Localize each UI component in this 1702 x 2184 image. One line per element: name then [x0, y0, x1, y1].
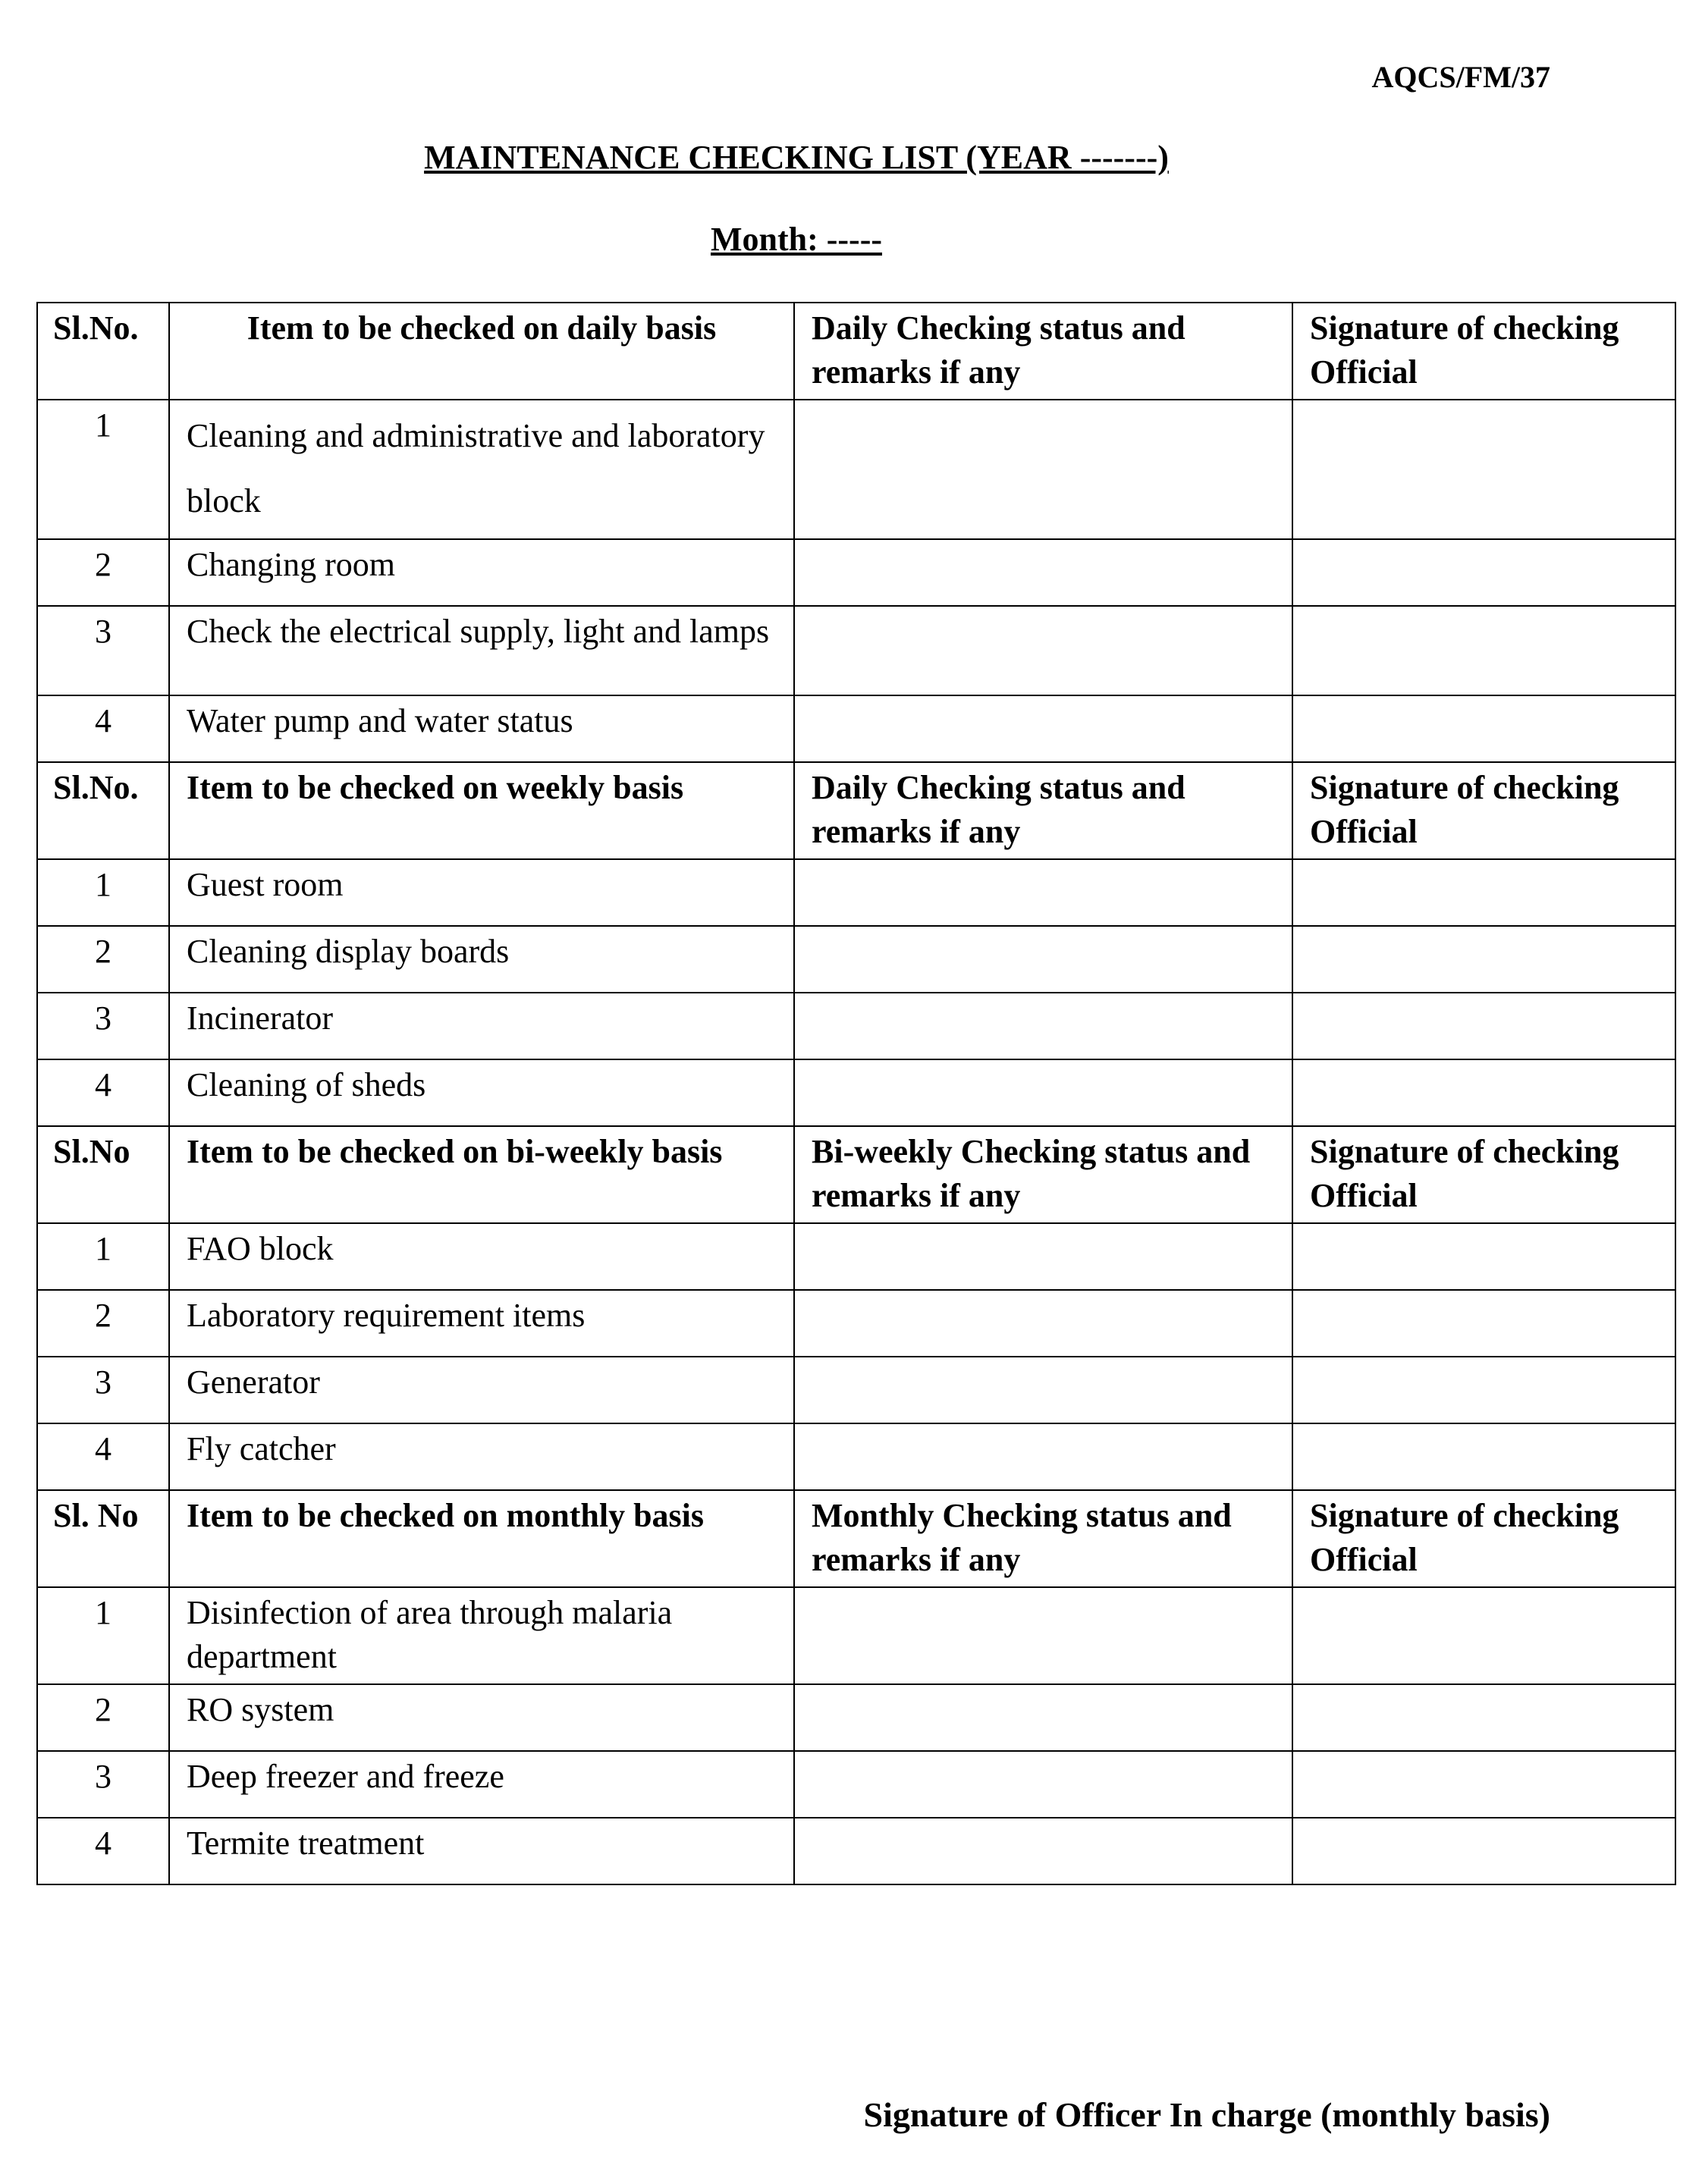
month-label: Month: ----- [710, 221, 883, 258]
month-line [0, 220, 1593, 259]
signature-cell[interactable] [1292, 400, 1675, 539]
table-row [37, 1290, 1675, 1357]
status-cell[interactable] [794, 1423, 1292, 1490]
table-row [37, 1357, 1675, 1423]
page-title [0, 138, 1593, 177]
signature-cell[interactable] [1292, 1751, 1675, 1818]
status-cell[interactable] [794, 859, 1292, 926]
column-header-item: Item to be checked on weekly basis [169, 762, 794, 859]
table-row [37, 695, 1675, 762]
row-item: Disinfection of area through malaria department [169, 1587, 794, 1684]
signature-cell[interactable] [1292, 1059, 1675, 1126]
status-cell[interactable] [794, 993, 1292, 1059]
column-header-signature: Signature of checking Official [1292, 762, 1675, 859]
row-item: RO system [169, 1684, 794, 1751]
page-title-text: MAINTENANCE CHECKING LIST (YEAR -------) [424, 139, 1169, 176]
table-row [37, 1059, 1675, 1126]
row-sl-no: 3 [37, 1751, 169, 1818]
row-item: Cleaning and administrative and laboratory block [169, 400, 794, 539]
row-item: Water pump and water status [169, 695, 794, 762]
section-header-weekly [37, 762, 1675, 859]
row-item: Cleaning of sheds [169, 1059, 794, 1126]
section-header-daily [37, 303, 1675, 400]
row-item: Deep freezer and freeze [169, 1751, 794, 1818]
status-cell[interactable] [794, 1059, 1292, 1126]
signature-cell[interactable] [1292, 1818, 1675, 1884]
signature-cell[interactable] [1292, 539, 1675, 606]
status-cell[interactable] [794, 1684, 1292, 1751]
table-row [37, 1751, 1675, 1818]
signature-cell[interactable] [1292, 926, 1675, 993]
signature-cell[interactable] [1292, 606, 1675, 695]
signature-cell[interactable] [1292, 695, 1675, 762]
status-cell[interactable] [794, 400, 1292, 539]
row-sl-no: 1 [37, 400, 169, 539]
column-header-status: Daily Checking status and remarks if any [794, 762, 1292, 859]
section-header-monthly [37, 1490, 1675, 1587]
row-sl-no: 4 [37, 695, 169, 762]
row-item: Termite treatment [169, 1818, 794, 1884]
row-sl-no: 3 [37, 1357, 169, 1423]
column-header-sl-no: Sl. No [37, 1490, 169, 1587]
table-row [37, 606, 1675, 695]
column-header-signature: Signature of checking Official [1292, 1126, 1675, 1223]
status-cell[interactable] [794, 926, 1292, 993]
form-code: AQCS/FM/37 [1371, 60, 1550, 94]
row-item: FAO block [169, 1223, 794, 1290]
row-item: Check the electrical supply, light and lamps [169, 606, 794, 695]
table-row [37, 993, 1675, 1059]
signature-cell[interactable] [1292, 1587, 1675, 1684]
column-header-sl-no: Sl.No. [37, 762, 169, 859]
table-row [37, 1587, 1675, 1684]
table-row [37, 926, 1675, 993]
status-cell[interactable] [794, 539, 1292, 606]
row-sl-no: 2 [37, 1684, 169, 1751]
row-sl-no: 2 [37, 1290, 169, 1357]
table-row [37, 539, 1675, 606]
signature-cell[interactable] [1292, 1290, 1675, 1357]
row-sl-no: 2 [37, 926, 169, 993]
status-cell[interactable] [794, 695, 1292, 762]
column-header-signature: Signature of checking Official [1292, 303, 1675, 400]
signature-cell[interactable] [1292, 1684, 1675, 1751]
status-cell[interactable] [794, 606, 1292, 695]
column-header-item: Item to be checked on bi-weekly basis [169, 1126, 794, 1223]
column-header-item: Item to be checked on daily basis [169, 303, 794, 400]
column-header-status: Daily Checking status and remarks if any [794, 303, 1292, 400]
column-header-signature: Signature of checking Official [1292, 1490, 1675, 1587]
status-cell[interactable] [794, 1751, 1292, 1818]
row-item: Changing room [169, 539, 794, 606]
column-header-item: Item to be checked on monthly basis [169, 1490, 794, 1587]
row-item: Guest room [169, 859, 794, 926]
row-sl-no: 4 [37, 1818, 169, 1884]
signature-cell[interactable] [1292, 993, 1675, 1059]
signature-cell[interactable] [1292, 1357, 1675, 1423]
row-item: Fly catcher [169, 1423, 794, 1490]
status-cell[interactable] [794, 1818, 1292, 1884]
table-row [37, 1818, 1675, 1884]
row-item: Cleaning display boards [169, 926, 794, 993]
status-cell[interactable] [794, 1223, 1292, 1290]
row-sl-no: 1 [37, 1223, 169, 1290]
row-item: Generator [169, 1357, 794, 1423]
row-item: Incinerator [169, 993, 794, 1059]
row-item: Laboratory requirement items [169, 1290, 794, 1357]
section-header-bi-weekly [37, 1126, 1675, 1223]
row-sl-no: 1 [37, 859, 169, 926]
table-row [37, 859, 1675, 926]
row-sl-no: 3 [37, 993, 169, 1059]
status-cell[interactable] [794, 1587, 1292, 1684]
table-row [37, 1423, 1675, 1490]
row-sl-no: 1 [37, 1587, 169, 1684]
status-cell[interactable] [794, 1357, 1292, 1423]
maintenance-checklist-table [36, 302, 1676, 1885]
officer-signature-label: Signature of Officer In charge (monthly basis) [863, 2095, 1550, 2134]
table-row [37, 400, 1675, 539]
column-header-sl-no: Sl.No [37, 1126, 169, 1223]
row-sl-no: 3 [37, 606, 169, 695]
row-sl-no: 4 [37, 1423, 169, 1490]
column-header-sl-no: Sl.No. [37, 303, 169, 400]
column-header-status: Bi-weekly Checking status and remarks if any [794, 1126, 1292, 1223]
table-row [37, 1223, 1675, 1290]
status-cell[interactable] [794, 1290, 1292, 1357]
row-sl-no: 4 [37, 1059, 169, 1126]
signature-cell[interactable] [1292, 859, 1675, 926]
signature-cell[interactable] [1292, 1223, 1675, 1290]
row-sl-no: 2 [37, 539, 169, 606]
table-row [37, 1684, 1675, 1751]
signature-cell[interactable] [1292, 1423, 1675, 1490]
column-header-status: Monthly Checking status and remarks if any [794, 1490, 1292, 1587]
